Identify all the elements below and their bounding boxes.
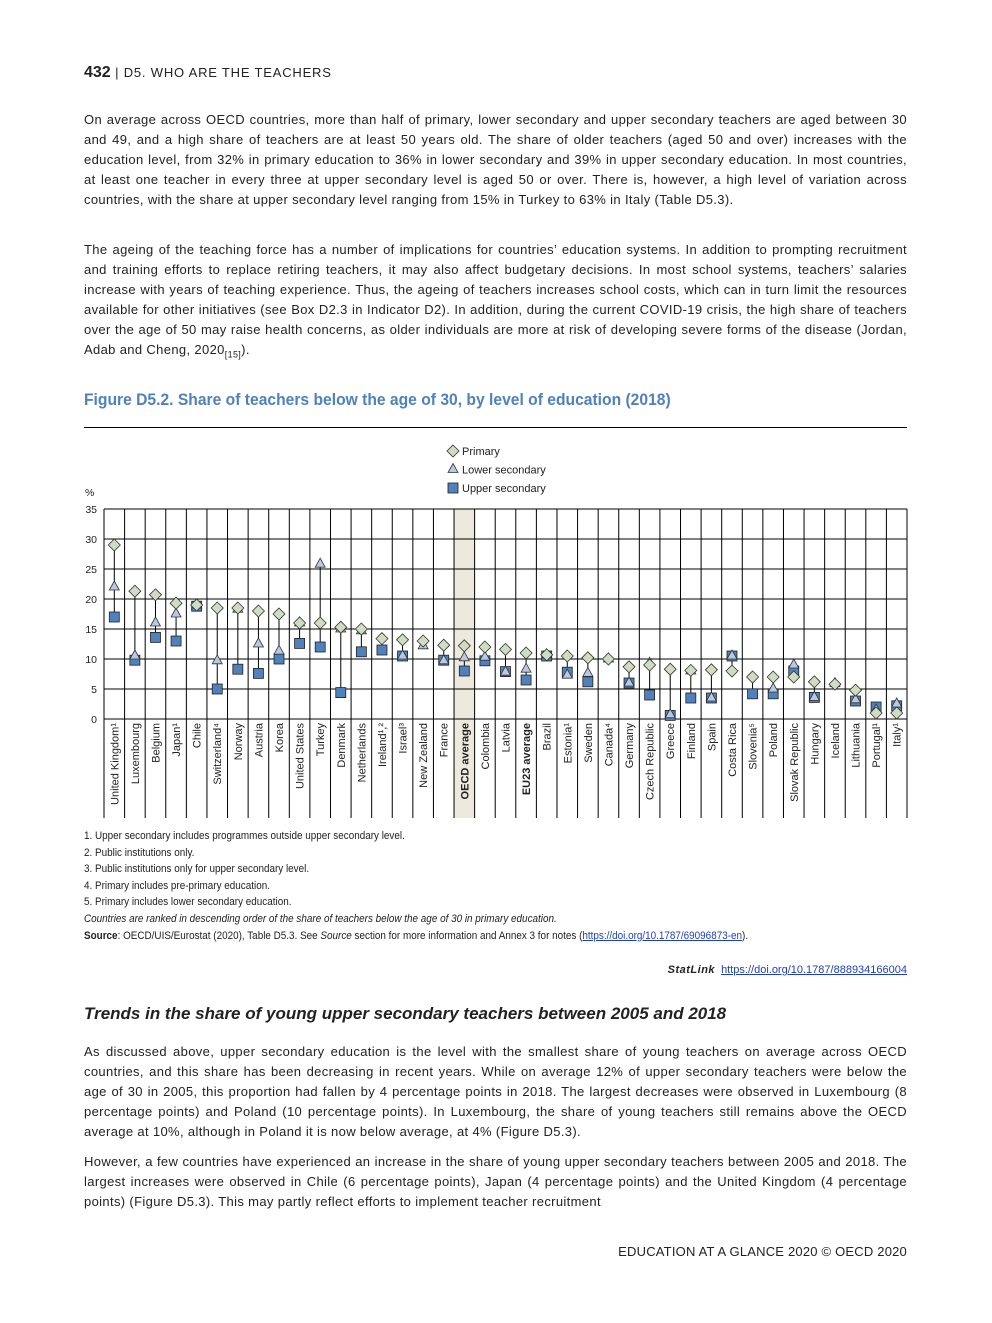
primary-marker <box>829 678 841 690</box>
primary-marker <box>108 539 120 551</box>
x-tick-label: New Zealand <box>418 723 431 788</box>
page-header: 432 | D5. WHO ARE THE TEACHERS <box>84 64 332 81</box>
source-label: Source <box>84 929 118 942</box>
upper-secondary-marker <box>295 638 305 648</box>
x-tick-label: Colombia <box>479 723 492 770</box>
x-tick-label: Latvia <box>500 723 513 753</box>
x-tick-label: Netherlands <box>356 723 369 783</box>
primary-marker <box>582 652 594 664</box>
x-tick-label: Turkey <box>315 723 328 757</box>
primary-marker <box>561 650 573 662</box>
x-tick-label: Denmark <box>335 723 348 768</box>
x-tick-label: Ireland¹,² <box>376 723 389 768</box>
x-tick-label: Belgium <box>150 723 163 763</box>
x-tick-label: Spain <box>706 723 719 752</box>
statlink-logo: StatLink <box>667 964 716 976</box>
primary-marker <box>705 664 717 676</box>
x-tick-label: Czech Republic <box>644 723 657 801</box>
source-text: : OECD/UIS/Eurostat (2020), Table D5.3. See <box>117 929 321 942</box>
paragraph: However, a few countries have experienced an increase in the share of young upper secondary teachers between 2005 and 2018. The largest increases were observed in Chile (6 percentage points), Japan (4 percentage points) and the United Kingdom (4 percentage points) (Figure D5.3). This may partly reflect efforts to implement teacher recruitment <box>84 1154 907 1209</box>
lower-secondary-marker <box>253 638 263 647</box>
x-tick-label: United States <box>294 723 307 790</box>
x-tick-label: Portugal¹ <box>871 723 884 768</box>
x-tick-label: Estonia¹ <box>562 723 575 764</box>
note: 3. Public institutions only for upper secondary level. <box>84 863 310 876</box>
primary-marker <box>767 671 779 683</box>
x-tick-label: Luxembourg <box>129 723 142 785</box>
primary-marker <box>664 663 676 675</box>
primary-marker <box>211 602 223 614</box>
upper-secondary-marker <box>171 636 181 646</box>
x-tick-label: Greece <box>665 723 678 760</box>
upper-secondary-marker <box>109 612 119 622</box>
source-italic: Source <box>320 929 352 942</box>
x-tick-label: OECD average <box>459 723 472 800</box>
x-tick-label: Lithuania <box>850 723 863 768</box>
primary-marker <box>500 643 512 655</box>
lower-secondary-marker <box>315 558 325 567</box>
citation-end: ). <box>241 342 250 357</box>
primary-marker <box>438 639 450 651</box>
legend-label: Upper secondary <box>462 483 546 495</box>
x-tick-label: Italy¹ <box>891 723 904 747</box>
x-tick-label: Slovenia⁵ <box>747 723 760 770</box>
paragraph: On average across OECD countries, more than half of primary, lower secondary and upper secondary teachers are aged between 30 and 49, and a high share of teachers are at least 50 years old. The share of older teachers (aged 50 and over) increases with the education level, from 32% in primary education to 36% in lower secondary and 39% in upper secondary education. In most countries, at least one teacher in every three at upper secondary level is aged 50 or over. There is, however, a high level of variation across countries, with the share at upper secondary level ranging from 15% in Turkey to 63% in Italy (Table D5.3). <box>84 112 907 207</box>
legend-label: Primary <box>462 446 500 458</box>
upper-secondary-marker <box>150 632 160 642</box>
upper-secondary-marker <box>253 668 263 678</box>
section-title: D5. WHO ARE THE TEACHERS <box>123 65 332 80</box>
note: 5. Primary includes lower secondary education. <box>84 896 292 909</box>
x-tick-label: Hungary <box>809 723 822 765</box>
x-tick-label: Austria <box>253 723 266 758</box>
y-tick-label: 30 <box>85 534 97 546</box>
figure-notes <box>84 828 894 944</box>
upper-secondary-marker <box>212 684 222 694</box>
lower-secondary-marker <box>274 645 284 654</box>
primary-marker <box>273 608 285 620</box>
x-tick-label: Iceland <box>829 723 842 759</box>
upper-secondary-marker <box>748 689 758 699</box>
lower-secondary-marker <box>583 667 593 676</box>
y-tick-label: 25 <box>85 564 97 576</box>
x-tick-label: Japan¹ <box>171 723 184 757</box>
upper-secondary-marker <box>274 654 284 664</box>
note: 1. Upper secondary includes programmes outside upper secondary level. <box>84 830 405 842</box>
primary-marker <box>623 661 635 673</box>
ranking-note: Countries are ranked in descending order of the share of teachers below the age of 30 in primary education. <box>84 912 557 925</box>
x-tick-label: Chile <box>191 723 204 749</box>
source-note <box>84 928 894 945</box>
y-tick-label: 35 <box>85 504 97 516</box>
note: 4. Primary includes pre-primary education. <box>84 879 270 892</box>
source-text: ). <box>742 929 749 942</box>
x-tick-label: Sweden <box>582 723 595 763</box>
primary-marker <box>602 653 614 665</box>
x-tick-label: Switzerland⁴ <box>212 723 225 785</box>
legend-diamond-icon <box>447 445 459 457</box>
upper-secondary-marker <box>686 693 696 703</box>
lower-secondary-marker <box>789 659 799 668</box>
page-number: 432 <box>84 64 111 81</box>
primary-marker <box>314 617 326 629</box>
lower-secondary-marker <box>521 663 531 672</box>
upper-secondary-marker <box>377 645 387 655</box>
note: 2. Public institutions only. <box>84 846 195 859</box>
x-tick-label: Brazil <box>541 723 554 751</box>
upper-secondary-marker <box>315 642 325 652</box>
upper-secondary-marker <box>356 647 366 657</box>
y-tick-label: 5 <box>91 684 97 696</box>
lower-secondary-marker <box>150 617 160 626</box>
x-tick-label: Norway <box>232 723 245 761</box>
upper-secondary-marker <box>583 677 593 687</box>
upper-secondary-marker <box>336 688 346 698</box>
upper-secondary-marker <box>233 664 243 674</box>
upper-secondary-marker <box>459 666 469 676</box>
primary-marker <box>850 684 862 696</box>
upper-secondary-marker <box>645 690 655 700</box>
x-tick-label: Finland <box>685 723 698 760</box>
upper-secondary-marker <box>521 675 531 685</box>
x-tick-label: Germany <box>624 723 637 769</box>
x-tick-label: France <box>438 723 451 758</box>
lower-secondary-marker <box>130 650 140 659</box>
primary-marker <box>479 641 491 653</box>
x-tick-label: Korea <box>274 723 287 753</box>
citation-ref: [15] <box>224 349 242 360</box>
lower-secondary-marker <box>768 683 778 692</box>
x-tick-label: Slovak Republic <box>788 723 801 802</box>
primary-marker <box>726 665 738 677</box>
x-tick-label: Poland <box>768 723 781 758</box>
statlink <box>668 964 907 976</box>
x-tick-label: United Kingdom¹ <box>109 723 122 805</box>
primary-marker <box>376 633 388 645</box>
source-text: section for more information and Annex 3 for notes ( <box>351 929 583 942</box>
legend-label: Lower secondary <box>462 464 546 477</box>
primary-marker <box>644 659 656 671</box>
y-axis-label: % <box>85 487 95 499</box>
primary-marker <box>252 605 264 617</box>
y-tick-label: 20 <box>85 594 97 606</box>
primary-marker <box>520 647 532 659</box>
page-footer: EDUCATION AT A GLANCE 2020 © OECD 2020 <box>618 1244 907 1259</box>
figure-title: Figure D5.2. Share of teachers below the age of 30, by level of education (2018) <box>84 390 671 409</box>
x-tick-label: Canada⁴ <box>603 723 616 767</box>
primary-marker <box>417 635 429 647</box>
primary-marker <box>129 585 141 597</box>
x-tick-label: Costa Rica <box>726 723 739 777</box>
primary-marker <box>808 676 820 688</box>
section-heading: Trends in the share of young upper secondary teachers between 2005 and 2018 <box>84 1004 727 1023</box>
primary-marker <box>397 634 409 646</box>
legend-triangle-icon <box>448 464 458 473</box>
y-tick-label: 15 <box>85 624 97 636</box>
x-tick-label: EU23 average <box>521 723 534 796</box>
legend-square-icon <box>448 483 458 493</box>
y-tick-label: 10 <box>85 654 97 666</box>
x-tick-label: Israel³ <box>397 723 410 754</box>
paragraph: As discussed above, upper secondary education is the level with the smallest share of young teachers on average across OECD countries, and this share has been decreasing in recent years. While on average 12% of upper secondary teachers were below the age of 30 in 2005, this proportion had fallen by 4 percentage points in 2018. The largest decreases were observed in Luxembourg (8 percentage points) and Poland (10 percentage points). In Luxembourg, the share of young teachers still remains above the OECD average at 10%, although in Poland it is now below average, at 4% (Figure D5.3). <box>84 1044 907 1139</box>
paragraph-text: The ageing of the teaching force has a number of implications for countries’ education systems. In addition to prompting recruitment and training efforts to replace retiring teachers, it may also affect budgetary decisions. In most school systems, teachers’ salaries increase with years of teaching experience. Thus, the ageing of teachers increases school costs, which can in turn limit the resources available for other initiatives (see Box D2.3 in Indicator D2). In addition, during the current COVID-19 crisis, the high share of teachers over the age of 50 may raise health concerns, as older individuals are more at risk of developing severe forms of the disease (Jordan, Adab and Cheng, 2020 <box>84 242 907 357</box>
statlink-url[interactable]: https://doi.org/10.1787/888934166004 <box>721 964 907 976</box>
primary-marker <box>685 664 697 676</box>
lower-secondary-marker <box>109 581 119 590</box>
primary-marker <box>294 617 306 629</box>
y-tick-label: 0 <box>91 714 97 726</box>
primary-marker <box>747 671 759 683</box>
source-link[interactable]: https://doi.org/10.1787/69096873-en <box>582 929 743 942</box>
